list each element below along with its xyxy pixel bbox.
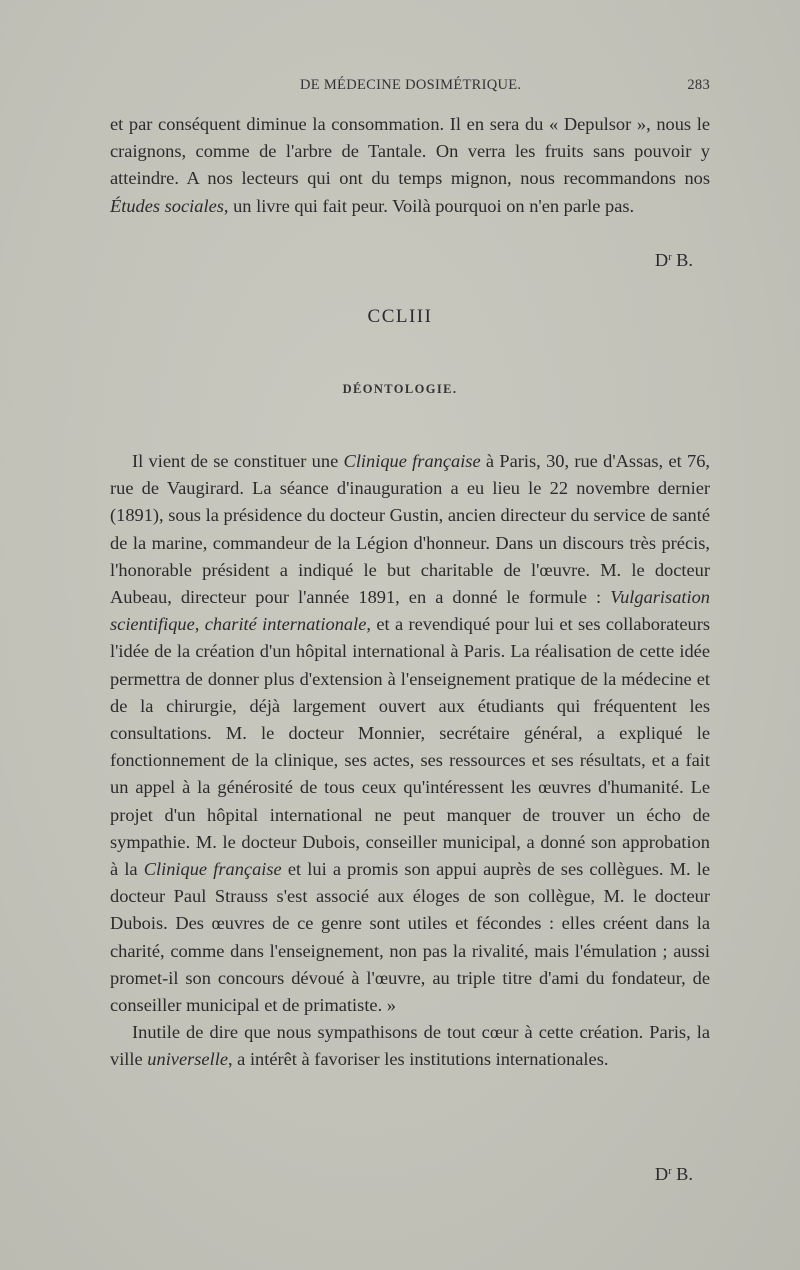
signature-1 xyxy=(655,250,693,271)
signature-name: B. xyxy=(671,1164,693,1184)
text-run: , a intérêt à favoriser les institutions internationales. xyxy=(227,1049,609,1070)
italic-title: Études sociales xyxy=(110,195,224,216)
italic-motto: Vulgarisation scientifique, charité internationale xyxy=(110,587,710,635)
running-title: DE MÉDECINE DOSIMÉTRIQUE. xyxy=(300,77,522,93)
signature-initial: D xyxy=(654,250,669,270)
italic-title: Clinique française xyxy=(143,859,282,880)
italic-title: Clinique française xyxy=(343,451,481,471)
signature-initial: D xyxy=(654,1164,669,1184)
text-run: et par conséquent diminue la consommation. Il en sera du « Depulsor », nous le craignons, comme de l'arbre de Tantale. On verra les fruits sans pouvoir y atteindre. A nos lecteurs qui ont du temps mignon, nous recommandons nos xyxy=(110,114,710,189)
page-header xyxy=(110,77,710,97)
section-title: DÉONTOLOGIE. xyxy=(342,382,458,396)
closing-paragraph xyxy=(110,1019,710,1073)
top-paragraph-block xyxy=(110,111,710,220)
text-run: et lui a promis son appui auprès de ses collègues. M. le docteur Paul Strauss s'est associé aux éloges de son collègue, M. le docteur Dubois. Des œuvres de ce genre sont utiles et fécondes : elles créent dans la charité, comme dans l'enseignement, non pas la rivalité, mais l'émulation ; aussi promet-il son concours dévoué à l'œuvre, au triple titre d'ami du fondateur, de conseiller municipal et de primatiste. » xyxy=(110,859,710,1016)
chapter-number: CCLIII xyxy=(367,306,433,327)
text-run: , un livre qui fait peur. Voilà pourquoi on n'en parle pas. xyxy=(223,195,635,216)
signature-name: B. xyxy=(671,250,693,270)
main-paragraph-block xyxy=(110,448,710,1074)
text-run: à Paris, 30, rue d'Assas, et 76, rue de Vaugirard. La séance d'inauguration a eu lieu le 22 novembre dernier (1891), sous la présidence du docteur Gustin, ancien directeur du service de santé de la marine, commandeur de la Légion d'honneur. Dans un discours très précis, l'honorable président a indiqué le but charitable de l'œuvre. M. le docteur Aubeau, directeur pour l'année 1891, en a donné le formule : xyxy=(110,451,711,608)
text-run: , et a revendiqué pour lui et ses collaborateurs l'idée de la création d'un hôpital international à Paris. La réalisation de cette idée permettra de donner plus d'extension à l'enseignement pratique de la médecine et de la chirurgie, déjà largement ouvert aux étudiants qui fréquentent les consultations. M. le docteur Monnier, secrétaire général, a expliqué le fonctionnement de la clinique, ses actes, ses ressources et ses résultats, et a fait un appel à la générosité de tous ceux qu'intéressent les œuvres d'humanité. Le projet d'un hôpital international ne peut manquer de trouver un écho de sympathie. M. le docteur Dubois, conseiller municipal, a donné son approbation à la xyxy=(110,614,710,880)
text-run: Il vient de se constituer une xyxy=(132,451,344,471)
main-paragraph xyxy=(110,448,710,1019)
text-run: Inutile de dire que nous sympathisons de tout cœur à cette création. Paris, la ville xyxy=(110,1022,710,1070)
page-number: 283 xyxy=(687,77,710,93)
top-paragraph xyxy=(110,111,710,220)
italic-word: universelle xyxy=(147,1049,228,1070)
signature-superscript: r xyxy=(668,1166,672,1177)
signature-superscript: r xyxy=(668,252,672,263)
signature-2 xyxy=(655,1164,693,1185)
